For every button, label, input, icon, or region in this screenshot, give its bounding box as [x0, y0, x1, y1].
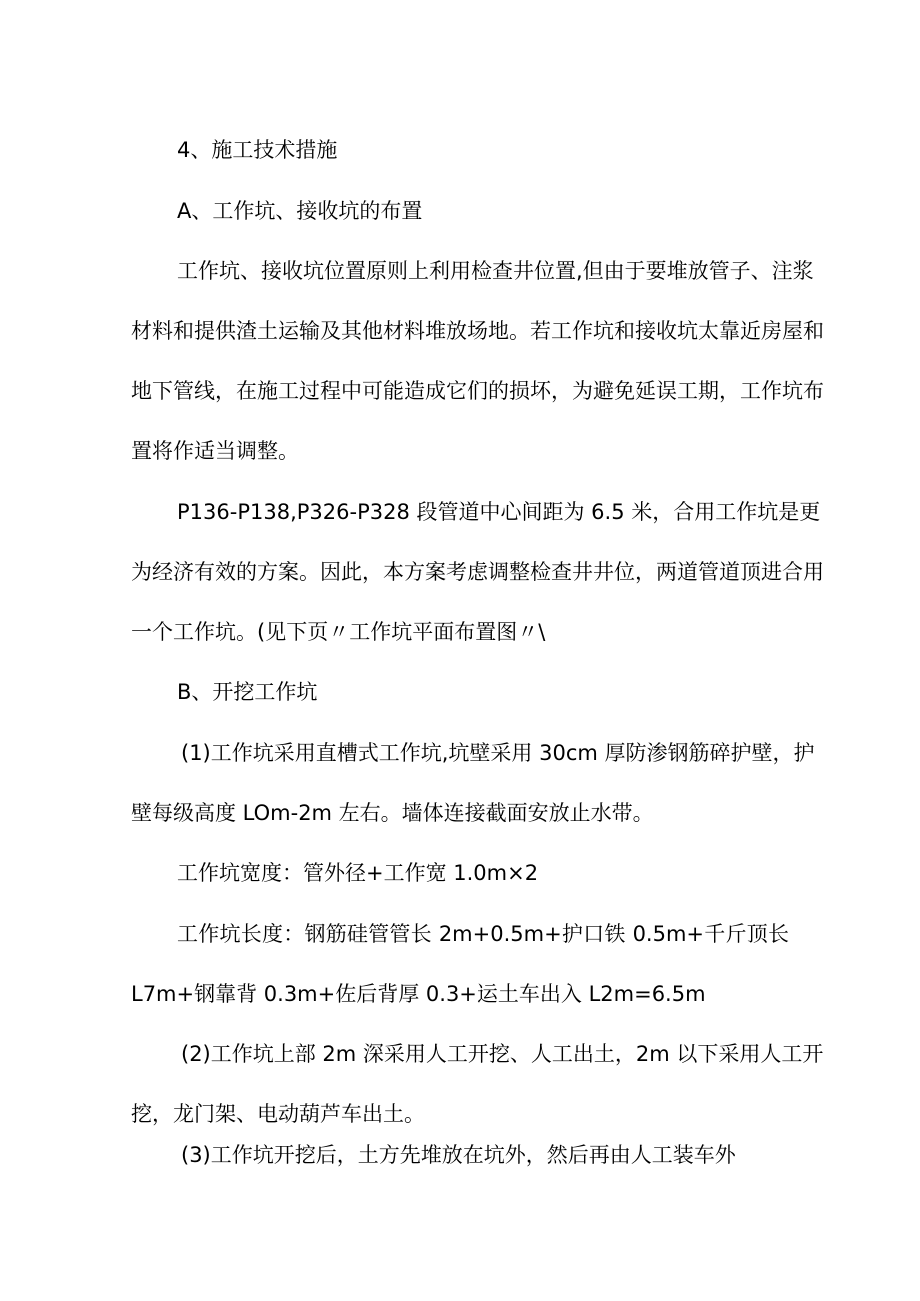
paragraph-line: 工作坑、接收坑位置原则上利用检查井位置,但由于要堆放管子、注浆 — [177, 259, 814, 283]
list-item-line: (2)工作坑上部 2m 深采用人工开挖、人工出土，2m 以下采用人工开 — [181, 1042, 824, 1066]
width-formula: 工作坑宽度：管外径+工作宽 1.0m×2 — [177, 861, 539, 885]
paragraph-line: 置将作适当调整。 — [131, 439, 299, 463]
list-item-line: (1)工作坑采用直槽式工作坑,坑壁采用 30cm 厚防渗钢筋碎护壁，护 — [181, 741, 815, 765]
paragraph-line: 材料和提供渣土运输及其他材料堆放场地。若工作坑和接收坑太靠近房屋和 — [131, 319, 824, 343]
subsection-heading-a: A、工作坑、接收坑的布置 — [177, 199, 423, 223]
paragraph-line: 地下管线，在施工过程中可能造成它们的损坏，为避免延误工期，工作坑布 — [131, 379, 824, 403]
paragraph-line: 为经济有效的方案。因此，本方案考虑调整检查井井位，两道管道顶进合用 — [131, 560, 824, 584]
paragraph-line: 一个工作坑。(见下页〃工作坑平面布置图〃\ — [131, 620, 546, 644]
section-heading-4: 4、施工技术措施 — [177, 138, 338, 162]
length-formula-line: 工作坑长度：钢筋硅管管长 2m+0.5m+护口铁 0.5m+千斤顶长 — [177, 922, 789, 946]
length-formula-line: L7m+钢靠背 0.3m+佐后背厚 0.3+运土车出入 L2m=6.5m — [131, 982, 706, 1006]
list-item-line: (3)工作坑开挖后，土方先堆放在坑外，然后再由人工装车外 — [181, 1143, 736, 1167]
subsection-heading-b: B、开挖工作坑 — [177, 680, 318, 704]
paragraph-line: P136-P138,P326-P328 段管道中心间距为 6.5 米，合用工作坑是更 — [177, 500, 821, 524]
list-item-line: 挖，龙门架、电动葫芦车出土。 — [131, 1102, 425, 1126]
list-item-line: 壁每级高度 LOm-2m 左右。墙体连接截面安放止水带。 — [131, 801, 654, 825]
